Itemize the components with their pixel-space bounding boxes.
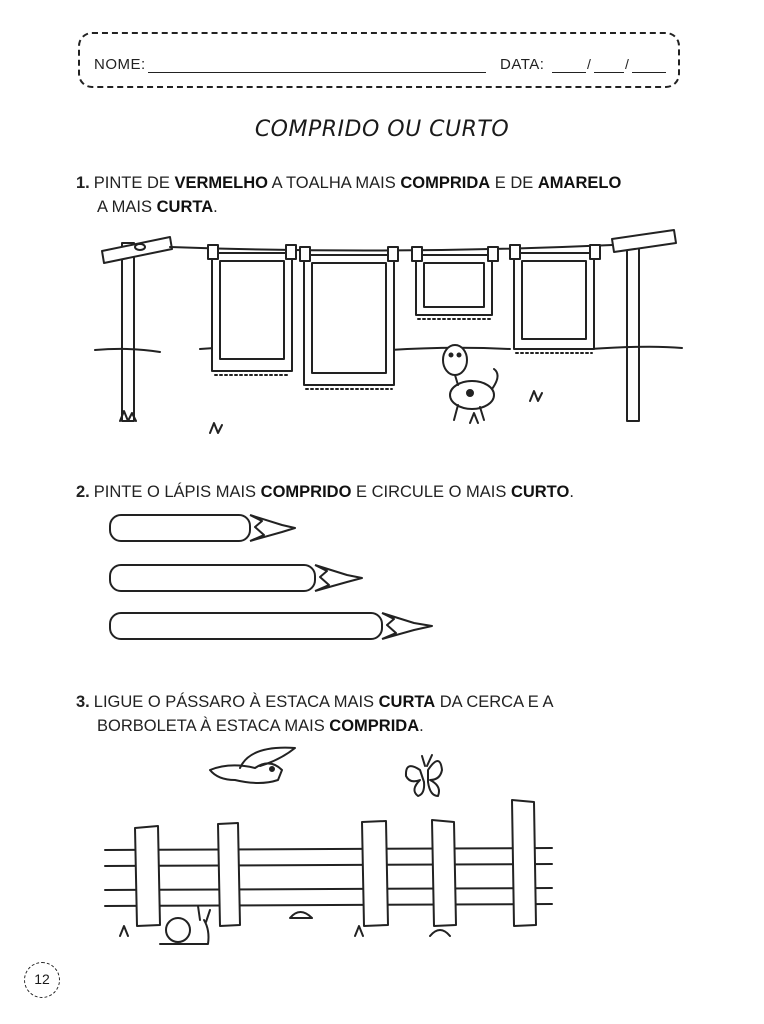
butterfly-icon — [406, 755, 442, 796]
emphasis-text: CURTO — [510, 483, 570, 501]
pencil-short — [110, 515, 295, 541]
emphasis-text: CURTA — [156, 198, 214, 216]
bird-icon — [210, 748, 295, 783]
fence-post — [218, 823, 240, 926]
towel-2 — [300, 247, 398, 389]
emphasis-text: COMPRIDA — [329, 717, 420, 735]
text-segment: . — [569, 483, 574, 501]
emphasis-text: COMPRIDA — [400, 174, 491, 192]
name-label: NOME: — [94, 56, 146, 73]
right-post-crossbar — [612, 230, 676, 252]
question-number: 2. — [76, 483, 90, 501]
page-number: 12 — [24, 962, 60, 998]
text-segment: E CIRCULE O MAIS — [351, 483, 511, 501]
text-segment: PINTE DE — [93, 174, 175, 192]
fence-post — [135, 826, 160, 926]
emphasis-text: VERMELHO — [174, 174, 268, 192]
text-segment: E DE — [490, 174, 538, 192]
fence-posts — [135, 800, 536, 926]
page-title: COMPRIDO OU CURTO — [254, 117, 510, 142]
towel-4 — [510, 245, 600, 353]
question-text-line — [76, 195, 621, 219]
dog-icon — [443, 345, 498, 420]
clothesline-illustration — [90, 225, 690, 440]
question-3 — [76, 690, 553, 738]
question-2 — [76, 480, 574, 504]
fence-rails — [105, 848, 552, 906]
pencil-long — [110, 613, 432, 639]
text-segment: DA CERCA E A — [435, 693, 554, 711]
name-field[interactable] — [148, 72, 486, 73]
date-year-field[interactable] — [632, 72, 666, 73]
towel-3 — [412, 247, 498, 319]
text-segment: . — [213, 198, 218, 216]
emphasis-text: CURTA — [378, 693, 436, 711]
question-number: 3. — [76, 693, 90, 711]
text-segment: A TOALHA MAIS — [267, 174, 401, 192]
pencils-illustration — [100, 505, 450, 655]
question-text-line — [94, 174, 622, 192]
towel-1 — [208, 245, 296, 375]
question-1 — [76, 171, 621, 219]
snail-icon — [160, 906, 210, 944]
text-segment: A MAIS — [97, 198, 157, 216]
text-segment: LIGUE O PÁSSARO À ESTACA MAIS — [93, 693, 379, 711]
left-post — [122, 243, 134, 421]
name-date-box: NOME: DATA: / / — [78, 32, 680, 88]
emphasis-text: AMARELO — [537, 174, 622, 192]
text-segment: . — [419, 717, 424, 735]
pencil-medium — [110, 565, 362, 591]
text-segment: PINTE O LÁPIS MAIS — [93, 483, 261, 501]
question-text-line — [76, 714, 553, 738]
right-post — [627, 243, 639, 421]
date-day-field[interactable] — [552, 72, 586, 73]
question-number: 1. — [76, 174, 90, 192]
fence-post — [362, 821, 388, 926]
emphasis-text: COMPRIDO — [260, 483, 352, 501]
question-text-line — [94, 693, 554, 711]
text-segment: BORBOLETA À ESTACA MAIS — [97, 717, 330, 735]
date-label: DATA: — [500, 56, 545, 73]
fence-post — [512, 800, 536, 926]
question-text-line — [94, 483, 574, 501]
fence-illustration — [100, 740, 560, 955]
fence-post — [432, 820, 456, 926]
date-month-field[interactable] — [594, 72, 624, 73]
